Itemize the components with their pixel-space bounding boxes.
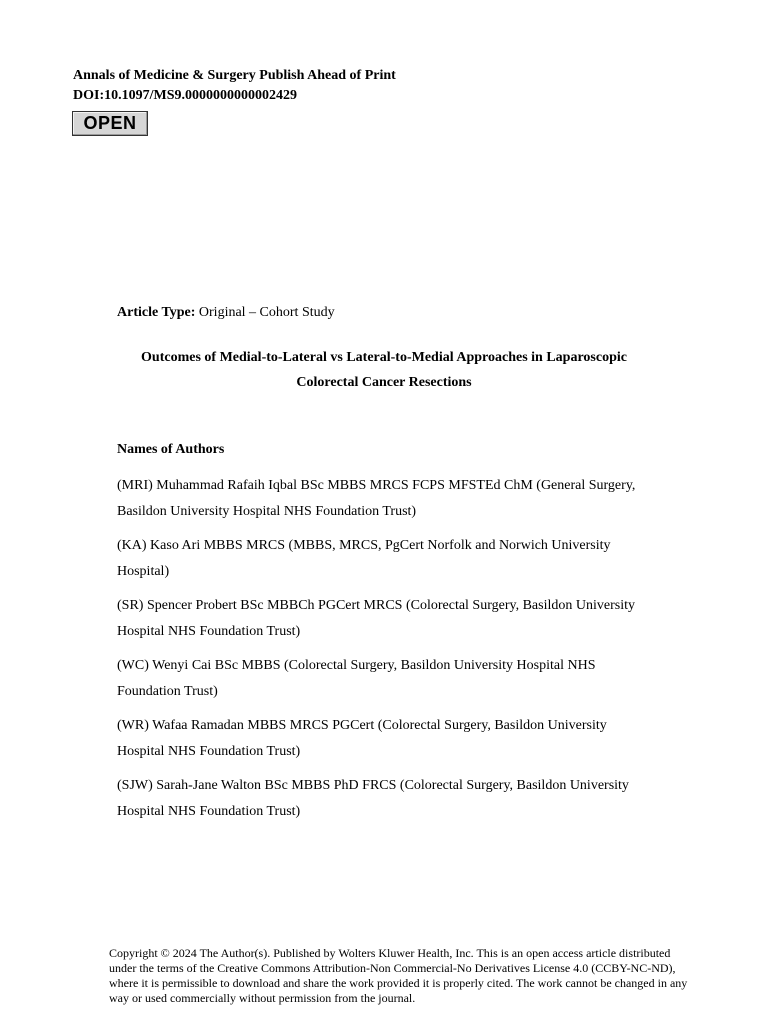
author-line: (WC) Wenyi Cai BSc MBBS (Colorectal Surgery, Basildon University Hospital NHS: [117, 658, 596, 673]
journal-header: [73, 66, 396, 106]
copyright-notice: [109, 946, 721, 1006]
author-entry: [117, 593, 657, 644]
author-line: Foundation Trust): [117, 683, 218, 699]
author-entry: [117, 533, 657, 584]
author-entry: [117, 713, 657, 764]
doi: DOI:10.1097/MS9.0000000000002429: [73, 88, 297, 103]
article-title-line: Outcomes of Medial-to-Lateral vs Lateral-to-Medial Approaches in Laparoscopic: [141, 350, 627, 365]
author-line: (SJW) Sarah-Jane Walton BSc MBBS PhD FRCS (Colorectal Surgery, Basildon University: [117, 778, 629, 793]
article-title-line: Colorectal Cancer Resections: [296, 375, 472, 390]
open-access-badge: OPEN: [72, 111, 148, 136]
article-title: [117, 345, 651, 395]
author-list: [117, 473, 657, 833]
copyright-line: under the terms of the Creative Commons Attribution-Non Commercial-No Derivatives License 4.0 (CCBY-NC-ND),: [109, 961, 676, 975]
author-line: Hospital): [117, 563, 170, 579]
author-line: (SR) Spencer Probert BSc MBBCh PGCert MRCS (Colorectal Surgery, Basildon University: [117, 598, 635, 613]
journal-name: Annals of Medicine & Surgery Publish Ahead of Print: [73, 68, 396, 83]
copyright-line: Copyright © 2024 The Author(s). Published by Wolters Kluwer Health, Inc. This is an open access article distributed: [109, 946, 671, 960]
author-entry: [117, 653, 657, 704]
article-type-value: Original – Cohort Study: [198, 305, 335, 320]
author-line: Hospital NHS Foundation Trust): [117, 803, 301, 819]
article-type-label: Article Type:: [117, 305, 196, 320]
authors-heading: Names of Authors: [117, 442, 225, 457]
article-type: [117, 303, 335, 323]
author-line: Hospital NHS Foundation Trust): [117, 743, 301, 759]
author-line: Hospital NHS Foundation Trust): [117, 623, 301, 639]
author-entry: [117, 773, 657, 824]
author-line: Basildon University Hospital NHS Foundation Trust): [117, 503, 417, 519]
author-line: (MRI) Muhammad Rafaih Iqbal BSc MBBS MRCS FCPS MFSTEd ChM (General Surgery,: [117, 478, 636, 493]
author-entry: [117, 473, 657, 524]
copyright-line: where it is permissible to download and share the work provided it is properly cited. The work cannot be changed in any: [109, 976, 688, 990]
copyright-line: way or used commercially without permission from the journal.: [109, 991, 416, 1005]
author-line: (WR) Wafaa Ramadan MBBS MRCS PGCert (Colorectal Surgery, Basildon University: [117, 718, 607, 733]
author-line: (KA) Kaso Ari MBBS MRCS (MBBS, MRCS, PgCert Norfolk and Norwich University: [117, 538, 611, 553]
